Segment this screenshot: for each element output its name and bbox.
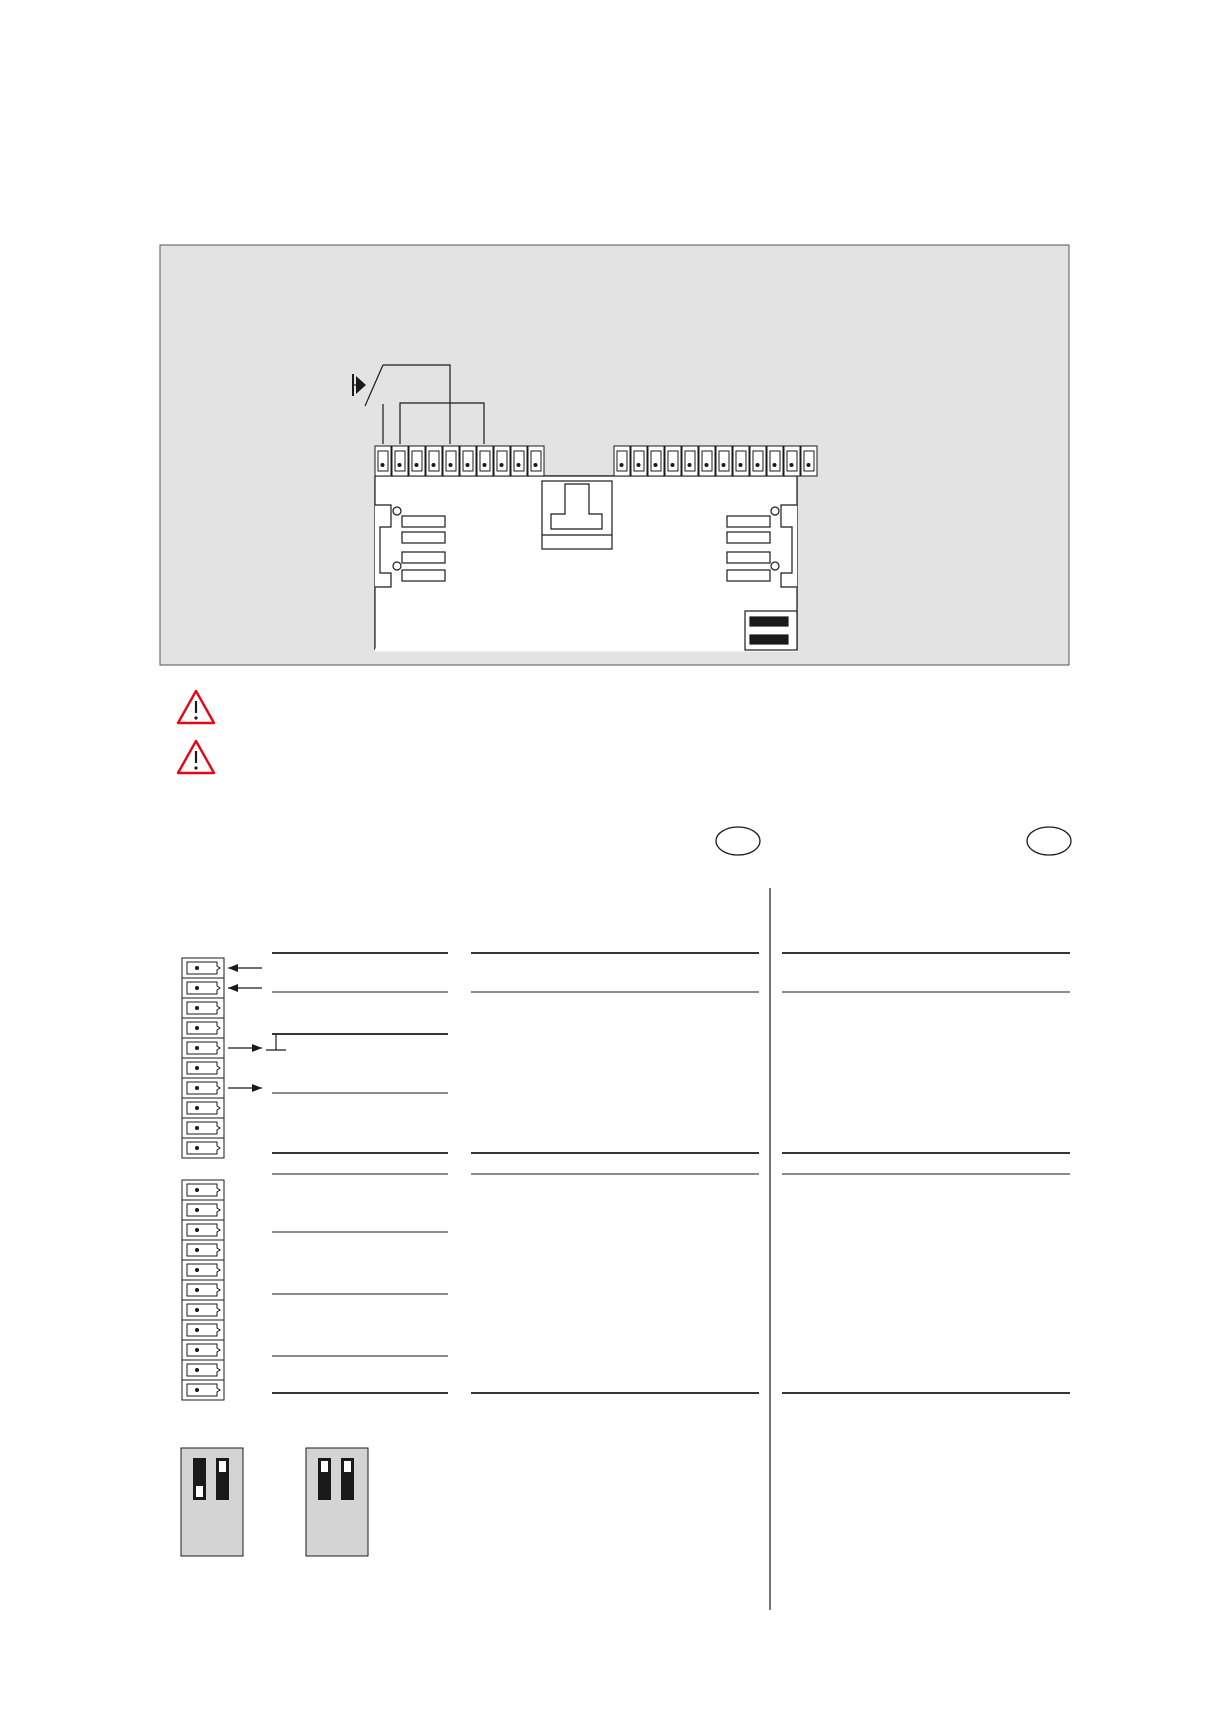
terminal xyxy=(182,1118,224,1138)
mount-hole-tr xyxy=(771,507,779,515)
arrow-icon xyxy=(228,1044,262,1052)
table-rules xyxy=(272,953,1070,1393)
terminal xyxy=(182,1180,224,1200)
board-right-terminal xyxy=(784,446,800,476)
terminal xyxy=(182,1240,224,1260)
slot-r4 xyxy=(727,570,770,581)
terminal xyxy=(182,1280,224,1300)
dip-toggle-on xyxy=(341,1458,354,1500)
board-right-terminal xyxy=(631,446,647,476)
warning-triangle-icon xyxy=(178,691,214,723)
board-terminals-right xyxy=(614,446,817,476)
dip-panel xyxy=(181,1448,243,1556)
terminal xyxy=(182,958,224,978)
slot-r2 xyxy=(727,532,770,543)
dip-toggle-on xyxy=(318,1458,331,1500)
board-right-terminal xyxy=(767,446,783,476)
terminal xyxy=(182,1260,224,1280)
board-left-terminal xyxy=(409,446,425,476)
dip-switch-1 xyxy=(181,1448,243,1556)
mount-hole-bl xyxy=(393,562,401,570)
terminal xyxy=(182,1078,224,1098)
arrow-icon xyxy=(228,1084,262,1092)
slot-l3 xyxy=(402,552,445,563)
dip-panel xyxy=(306,1448,368,1556)
arrow-icon xyxy=(228,964,262,972)
slot-l4 xyxy=(402,570,445,581)
board-left-terminal xyxy=(392,446,408,476)
terminal xyxy=(182,1138,224,1158)
board-right-terminal xyxy=(750,446,766,476)
board-terminals-left xyxy=(375,446,544,476)
terminal xyxy=(182,1320,224,1340)
warning-triangle-icon xyxy=(178,741,214,773)
terminal xyxy=(182,1200,224,1220)
terminal xyxy=(182,1380,224,1400)
warning-list xyxy=(178,691,214,773)
board-left-terminal xyxy=(443,446,459,476)
board-left-terminal xyxy=(494,446,510,476)
terminal xyxy=(182,1300,224,1320)
board-right-terminal xyxy=(801,446,817,476)
terminal xyxy=(182,1018,224,1038)
terminal xyxy=(182,978,224,998)
terminal xyxy=(182,1340,224,1360)
terminal xyxy=(182,1220,224,1240)
board-left-terminal xyxy=(528,446,544,476)
board-right-terminal xyxy=(614,446,630,476)
terminal xyxy=(182,1038,224,1058)
terminal xyxy=(182,998,224,1018)
board-left-terminal xyxy=(375,446,391,476)
mount-hole-tl xyxy=(393,507,401,515)
ground-symbol-icon xyxy=(266,1034,286,1050)
board-left-terminal xyxy=(511,446,527,476)
terminal-strip-2 xyxy=(182,1180,224,1400)
mount-hole-br xyxy=(771,562,779,570)
language-badge-1 xyxy=(716,827,760,855)
board-right-terminal xyxy=(733,446,749,476)
slot-r3 xyxy=(727,552,770,563)
language-badge-2 xyxy=(1027,827,1071,855)
terminal xyxy=(182,1360,224,1380)
board-left-terminal xyxy=(426,446,442,476)
slot-l1 xyxy=(402,516,445,527)
board-dip-bar-2 xyxy=(750,635,788,644)
arrow-icon xyxy=(228,984,262,992)
dip-toggle-on xyxy=(216,1458,229,1500)
dip-toggle-off xyxy=(193,1458,206,1500)
board-left-terminal xyxy=(477,446,493,476)
board-right-terminal xyxy=(699,446,715,476)
slot-l2 xyxy=(402,532,445,543)
board-right-terminal xyxy=(648,446,664,476)
wiring-diagram-panel xyxy=(160,245,1069,665)
control-board xyxy=(375,476,797,650)
board-dip-bar-1 xyxy=(750,617,788,626)
dip-switch-2 xyxy=(306,1448,368,1556)
board-right-terminal xyxy=(665,446,681,476)
terminal xyxy=(182,1058,224,1078)
board-left-terminal xyxy=(460,446,476,476)
terminal xyxy=(182,1098,224,1118)
board-right-terminal xyxy=(716,446,732,476)
slot-r1 xyxy=(727,516,770,527)
terminal-strip-1 xyxy=(182,958,262,1158)
board-right-terminal xyxy=(682,446,698,476)
